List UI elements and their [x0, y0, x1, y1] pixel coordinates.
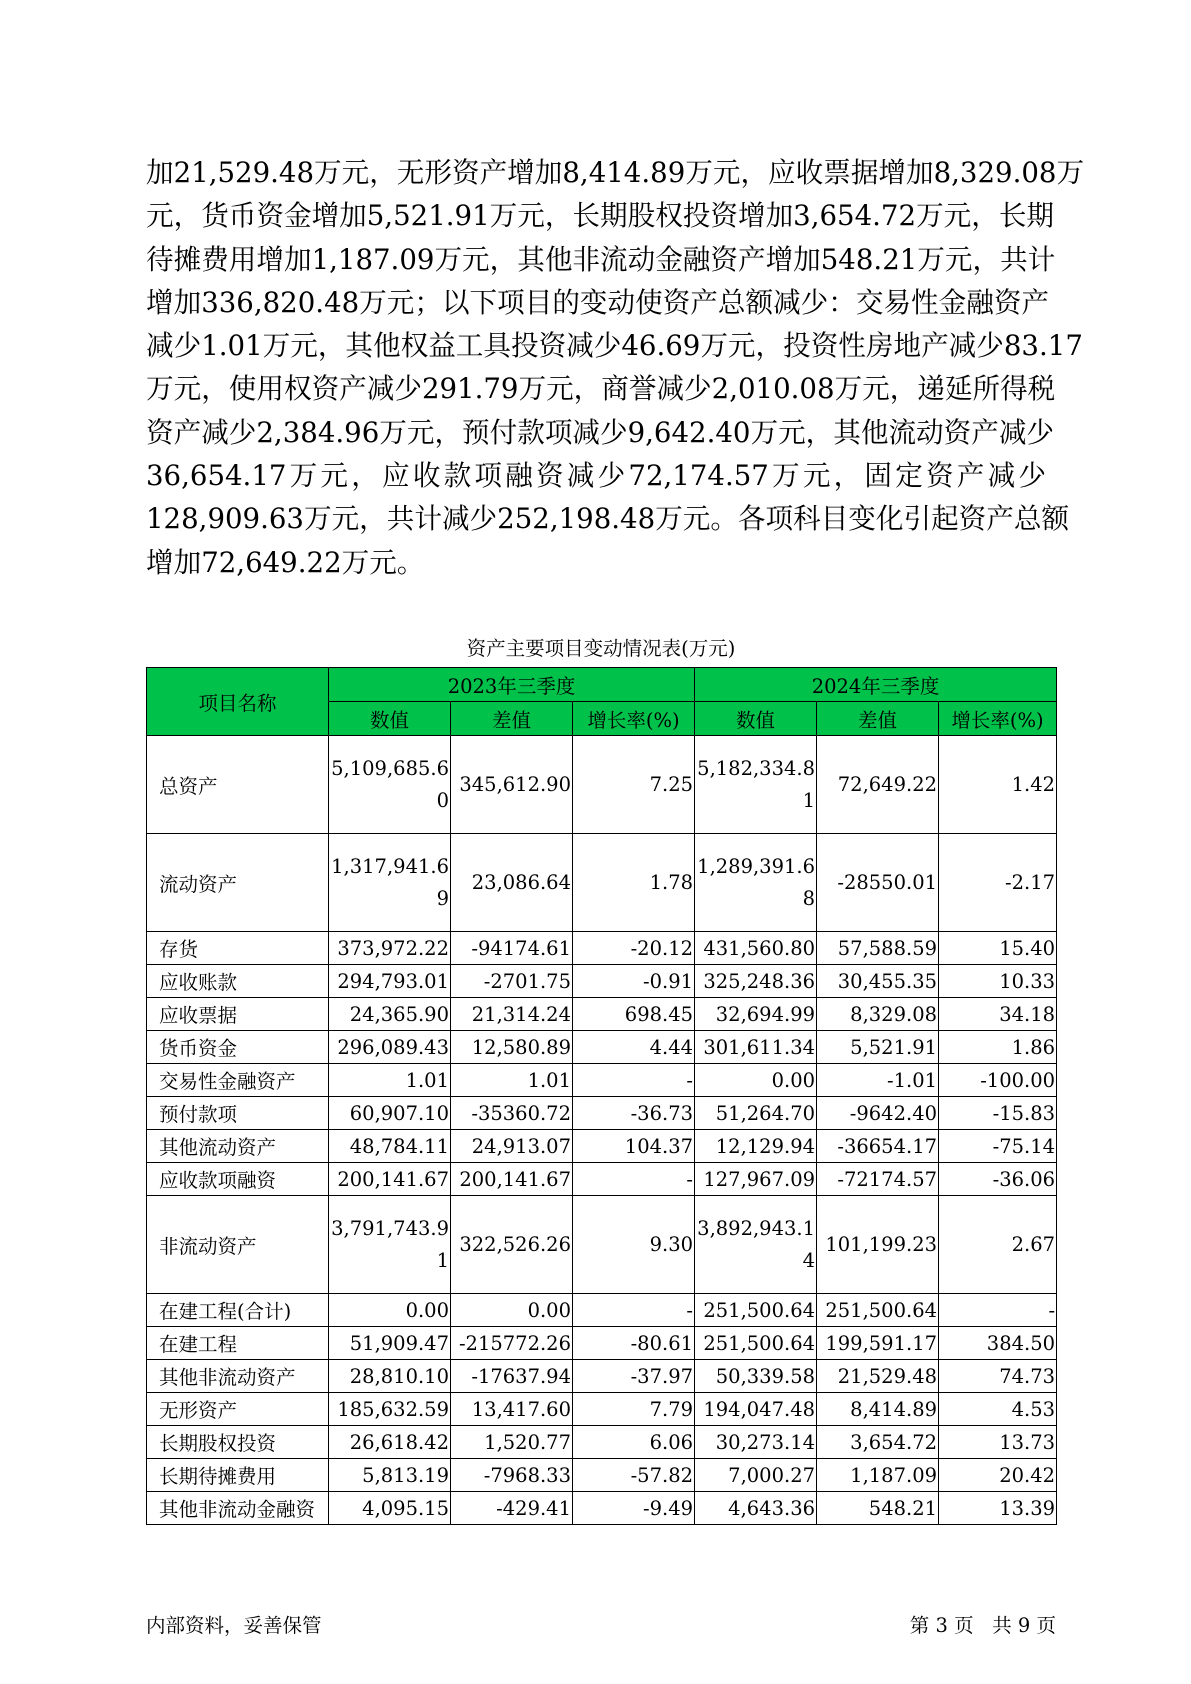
row-item-name: 应收款项融资 — [147, 1163, 329, 1196]
cell-diff-2024: -1.01 — [817, 1064, 939, 1097]
cell-diff-2023: 0.00 — [451, 1294, 573, 1327]
cell-growth-2024: 13.73 — [939, 1426, 1057, 1459]
table-row — [147, 1097, 1057, 1130]
cell-diff-2024: 21,529.48 — [817, 1360, 939, 1393]
cell-value-2023: 26,618.42 — [329, 1426, 451, 1459]
row-item-name: 总资产 — [147, 736, 329, 834]
cell-value-2023: 1.01 — [329, 1064, 451, 1097]
table-row — [147, 1360, 1057, 1393]
cell-value-2023: 4,095.15 — [329, 1492, 451, 1525]
cell-diff-2024: 57,588.59 — [817, 932, 939, 965]
paragraph-line: 资产减少2,384.96万元，预付款项减少9,642.40万元，其他流动资产减少 — [146, 415, 1055, 449]
header-diff-2024: 差值 — [817, 702, 939, 736]
table-row — [147, 1163, 1057, 1196]
cell-diff-2023: 1,520.77 — [451, 1426, 573, 1459]
cell-value-2024: 127,967.09 — [695, 1163, 817, 1196]
cell-diff-2023: 322,526.26 — [451, 1196, 573, 1294]
table-row — [147, 1426, 1057, 1459]
cell-diff-2023: 13,417.60 — [451, 1393, 573, 1426]
cell-diff-2023: 21,314.24 — [451, 998, 573, 1031]
cell-growth-2023: -20.12 — [573, 932, 695, 965]
table-row — [147, 1031, 1057, 1064]
cell-value-2024: 51,264.70 — [695, 1097, 817, 1130]
cell-value-2024: 3,892,943.14 — [695, 1196, 817, 1294]
table-row — [147, 1327, 1057, 1360]
cell-value-2023: 3,791,743.91 — [329, 1196, 451, 1294]
cell-growth-2024: 34.18 — [939, 998, 1057, 1031]
table-row — [147, 1459, 1057, 1492]
cell-growth-2023: - — [573, 1163, 695, 1196]
cell-growth-2023: -57.82 — [573, 1459, 695, 1492]
paragraph-line: 36,654.17万元，应收款项融资减少72,174.57万元，固定资产减少 — [146, 459, 1046, 493]
cell-diff-2023: -429.41 — [451, 1492, 573, 1525]
cell-diff-2023: 24,913.07 — [451, 1130, 573, 1163]
cell-growth-2024: -15.83 — [939, 1097, 1057, 1130]
cell-diff-2024: -72174.57 — [817, 1163, 939, 1196]
table-caption: 资产主要项目变动情况表(万元) — [466, 637, 736, 660]
cell-value-2024: 32,694.99 — [695, 998, 817, 1031]
cell-diff-2024: 72,649.22 — [817, 736, 939, 834]
cell-value-2023: 60,907.10 — [329, 1097, 451, 1130]
row-item-name: 长期待摊费用 — [147, 1459, 329, 1492]
table-row — [147, 932, 1057, 965]
table-row — [147, 1064, 1057, 1097]
table-row — [147, 965, 1057, 998]
table-row — [147, 998, 1057, 1031]
cell-value-2023: 185,632.59 — [329, 1393, 451, 1426]
cell-value-2023: 5,813.19 — [329, 1459, 451, 1492]
cell-growth-2023: -9.49 — [573, 1492, 695, 1525]
cell-growth-2024: 384.50 — [939, 1327, 1057, 1360]
cell-diff-2024: -36654.17 — [817, 1130, 939, 1163]
cell-value-2023: 294,793.01 — [329, 965, 451, 998]
cell-growth-2023: -37.97 — [573, 1360, 695, 1393]
cell-value-2023: 24,365.90 — [329, 998, 451, 1031]
cell-growth-2024: 15.40 — [939, 932, 1057, 965]
cell-diff-2023: 200,141.67 — [451, 1163, 573, 1196]
cell-value-2024: 30,273.14 — [695, 1426, 817, 1459]
header-value-2024: 数值 — [695, 702, 817, 736]
cell-growth-2023: - — [573, 1064, 695, 1097]
cell-value-2023: 1,317,941.69 — [329, 834, 451, 932]
cell-diff-2023: -2701.75 — [451, 965, 573, 998]
table-row — [147, 834, 1057, 932]
cell-growth-2024: 1.42 — [939, 736, 1057, 834]
cell-value-2024: 431,560.80 — [695, 932, 817, 965]
paragraph-line: 减少1.01万元，其他权益工具投资减少46.69万元，投资性房地产减少83.17 — [146, 329, 1083, 363]
cell-growth-2023: 698.45 — [573, 998, 695, 1031]
body-paragraph — [146, 151, 1085, 584]
cell-growth-2023: 1.78 — [573, 834, 695, 932]
paragraph-line: 增加336,820.48万元；以下项目的变动使资产总额减少：交易性金融资产 — [146, 285, 1050, 319]
footer-page-number: 第 3 页 共 9 页 — [909, 1614, 1056, 1637]
header-period-2023: 2023年三季度 — [329, 668, 695, 702]
cell-growth-2023: -0.91 — [573, 965, 695, 998]
row-item-name: 在建工程(合计) — [147, 1294, 329, 1327]
cell-diff-2024: 251,500.64 — [817, 1294, 939, 1327]
header-diff-2023: 差值 — [451, 702, 573, 736]
table-row — [147, 1393, 1057, 1426]
cell-growth-2024: -100.00 — [939, 1064, 1057, 1097]
header-item-name: 项目名称 — [147, 668, 329, 736]
row-item-name: 其他流动资产 — [147, 1130, 329, 1163]
cell-diff-2023: 345,612.90 — [451, 736, 573, 834]
cell-growth-2023: -36.73 — [573, 1097, 695, 1130]
table-header — [147, 668, 1057, 736]
row-item-name: 其他非流动金融资 — [147, 1492, 329, 1525]
cell-diff-2024: 8,329.08 — [817, 998, 939, 1031]
cell-diff-2024: 101,199.23 — [817, 1196, 939, 1294]
cell-diff-2024: 1,187.09 — [817, 1459, 939, 1492]
cell-value-2024: 5,182,334.81 — [695, 736, 817, 834]
cell-growth-2023: 7.25 — [573, 736, 695, 834]
row-item-name: 存货 — [147, 932, 329, 965]
header-period-2024: 2024年三季度 — [695, 668, 1057, 702]
table-body — [147, 736, 1057, 1525]
cell-value-2024: 50,339.58 — [695, 1360, 817, 1393]
cell-growth-2024: 1.86 — [939, 1031, 1057, 1064]
cell-growth-2024: -2.17 — [939, 834, 1057, 932]
cell-value-2024: 251,500.64 — [695, 1294, 817, 1327]
cell-growth-2024: 2.67 — [939, 1196, 1057, 1294]
row-item-name: 其他非流动资产 — [147, 1360, 329, 1393]
cell-growth-2024: - — [939, 1294, 1057, 1327]
row-item-name: 预付款项 — [147, 1097, 329, 1130]
cell-diff-2023: -17637.94 — [451, 1360, 573, 1393]
cell-growth-2023: 104.37 — [573, 1130, 695, 1163]
cell-growth-2024: -75.14 — [939, 1130, 1057, 1163]
row-item-name: 应收票据 — [147, 998, 329, 1031]
cell-diff-2024: -28550.01 — [817, 834, 939, 932]
paragraph-line: 128,909.63万元，共计减少252,198.48万元。各项科目变化引起资产总额 — [146, 502, 1070, 536]
cell-diff-2024: 5,521.91 — [817, 1031, 939, 1064]
cell-value-2024: 194,047.48 — [695, 1393, 817, 1426]
cell-value-2024: 325,248.36 — [695, 965, 817, 998]
cell-diff-2024: 3,654.72 — [817, 1426, 939, 1459]
cell-value-2024: 301,611.34 — [695, 1031, 817, 1064]
paragraph-line: 增加72,649.22万元。 — [146, 545, 425, 579]
header-growth-2023: 增长率(%) — [573, 702, 695, 736]
table-row — [147, 1492, 1057, 1525]
cell-value-2023: 373,972.22 — [329, 932, 451, 965]
cell-diff-2023: 12,580.89 — [451, 1031, 573, 1064]
cell-diff-2023: 23,086.64 — [451, 834, 573, 932]
cell-diff-2023: -215772.26 — [451, 1327, 573, 1360]
table-row — [147, 736, 1057, 834]
cell-diff-2023: -94174.61 — [451, 932, 573, 965]
cell-value-2024: 251,500.64 — [695, 1327, 817, 1360]
cell-diff-2023: 1.01 — [451, 1064, 573, 1097]
table-row — [147, 1130, 1057, 1163]
paragraph-line: 加21,529.48万元，无形资产增加8,414.89万元，应收票据增加8,329.08万 — [146, 156, 1085, 189]
cell-value-2024: 1,289,391.68 — [695, 834, 817, 932]
cell-value-2023: 51,909.47 — [329, 1327, 451, 1360]
cell-value-2024: 12,129.94 — [695, 1130, 817, 1163]
asset-change-table — [146, 667, 1057, 1525]
cell-diff-2023: -35360.72 — [451, 1097, 573, 1130]
cell-growth-2023: 6.06 — [573, 1426, 695, 1459]
cell-growth-2023: - — [573, 1294, 695, 1327]
cell-diff-2024: -9642.40 — [817, 1097, 939, 1130]
cell-value-2023: 296,089.43 — [329, 1031, 451, 1064]
cell-value-2024: 7,000.27 — [695, 1459, 817, 1492]
cell-growth-2024: 13.39 — [939, 1492, 1057, 1525]
cell-value-2023: 0.00 — [329, 1294, 451, 1327]
cell-value-2023: 48,784.11 — [329, 1130, 451, 1163]
cell-diff-2024: 548.21 — [817, 1492, 939, 1525]
header-value-2023: 数值 — [329, 702, 451, 736]
cell-growth-2024: 4.53 — [939, 1393, 1057, 1426]
row-item-name: 货币资金 — [147, 1031, 329, 1064]
cell-growth-2024: 74.73 — [939, 1360, 1057, 1393]
cell-growth-2023: 4.44 — [573, 1031, 695, 1064]
cell-diff-2024: 8,414.89 — [817, 1393, 939, 1426]
cell-growth-2024: -36.06 — [939, 1163, 1057, 1196]
row-item-name: 非流动资产 — [147, 1196, 329, 1294]
cell-value-2024: 4,643.36 — [695, 1492, 817, 1525]
cell-growth-2024: 20.42 — [939, 1459, 1057, 1492]
cell-value-2023: 200,141.67 — [329, 1163, 451, 1196]
footer-confidential-note: 内部资料，妥善保管 — [146, 1614, 322, 1637]
table-row — [147, 1196, 1057, 1294]
cell-growth-2024: 10.33 — [939, 965, 1057, 998]
row-item-name: 应收账款 — [147, 965, 329, 998]
row-item-name: 长期股权投资 — [147, 1426, 329, 1459]
paragraph-line: 元，货币资金增加5,521.91万元，长期股权投资增加3,654.72万元，长期 — [146, 199, 1055, 233]
header-growth-2024: 增长率(%) — [939, 702, 1057, 736]
cell-value-2023: 28,810.10 — [329, 1360, 451, 1393]
paragraph-line: 待摊费用增加1,187.09万元，其他非流动金融资产增加548.21万元，共计 — [146, 242, 1056, 276]
table-row — [147, 1294, 1057, 1327]
cell-diff-2023: -7968.33 — [451, 1459, 573, 1492]
row-item-name: 交易性金融资产 — [147, 1064, 329, 1097]
cell-growth-2023: 7.79 — [573, 1393, 695, 1426]
row-item-name: 无形资产 — [147, 1393, 329, 1426]
cell-diff-2024: 30,455.35 — [817, 965, 939, 998]
paragraph-line: 万元，使用权资产减少291.79万元，商誉减少2,010.08万元，递延所得税 — [146, 372, 1056, 406]
cell-growth-2023: -80.61 — [573, 1327, 695, 1360]
cell-value-2023: 5,109,685.60 — [329, 736, 451, 834]
cell-growth-2023: 9.30 — [573, 1196, 695, 1294]
row-item-name: 流动资产 — [147, 834, 329, 932]
cell-diff-2024: 199,591.17 — [817, 1327, 939, 1360]
row-item-name: 在建工程 — [147, 1327, 329, 1360]
cell-value-2024: 0.00 — [695, 1064, 817, 1097]
